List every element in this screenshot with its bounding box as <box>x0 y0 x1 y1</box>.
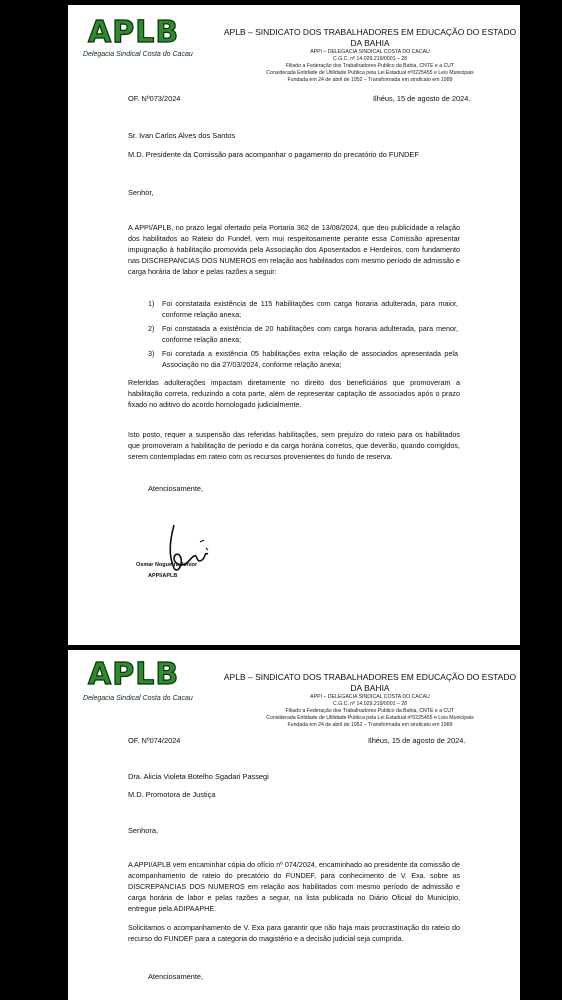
handwritten-signature <box>160 520 230 580</box>
aplb-logo: APLB <box>88 657 180 692</box>
letterhead-line: Considerada Entidade de Utilidade Publica pela Lei Estadual nº0225455 e Leis Municipais <box>266 70 474 76</box>
letterhead-line: C.G.C. nº 14.029.219/0001 – 28 <box>333 701 407 707</box>
letterhead-line: APPI – DELEGACIA SINDICAL COSTA DO CACAU <box>310 694 430 700</box>
letterhead-line: APPI – DELEGACIA SINDICAL COSTA DO CACAU <box>310 49 430 55</box>
aplb-logo: APLB <box>88 15 180 50</box>
letterhead-line: Fundada em 24 de abril de 1952 – Transformada em sindicato em 1989 <box>287 722 453 728</box>
letter-page-1 <box>68 5 520 645</box>
items-list <box>148 298 458 373</box>
item-number: 2) <box>148 324 155 333</box>
list-item <box>148 323 458 345</box>
signer-org: APPI/APLB <box>148 573 178 579</box>
letterhead-line: Considerada Entidade de Utilidade Publica pela Lei Estadual nº0225455 e Leis Municipais <box>266 715 474 721</box>
closing: Atenciosamente, <box>148 484 204 493</box>
salutation: Senhora, <box>128 826 158 835</box>
signer-name: Osmar Nogueira Junior <box>136 562 198 568</box>
letterhead-line: Filiado a Federação dos Trabalhadores Publico da Bahia, CNTE e a CUT <box>285 63 455 69</box>
letterhead <box>220 27 520 84</box>
item-number: 3) <box>148 349 155 358</box>
document-date: Ilhéus, 15 de agosto de 2024. <box>373 94 471 103</box>
paragraph-1: A APPI/APLB vem encaminhar cópia do ofício nº 074/2024, encaminhado ao presidente da comissão de acompanhamento de rateio do precatório do FUNDEF, para conhecimento de V. Exa. sobre as DISCREPANCIAS DOS NUMEROS em relação aos habilitados com mesmo período de admissão e carga horária de labor e pelas razões a seguir, na lista publicada no Diário Oficial do Município, entregue pela ADIPAAPHE. <box>128 860 460 913</box>
letterhead-title: APLB – SINDICATO DOS TRABALHADORES EM EDUCAÇÃO DO ESTADO DA BAHIA <box>223 27 517 48</box>
salutation: Senhor, <box>128 188 154 197</box>
item-text: Foi constada a existência 05 habilitações extra relação de associados apresentada pela Associação no dia 27/03/2024, conforme relação anexa; <box>162 349 458 369</box>
letterhead-line: C.G.C. nº 14.029.219/0001 – 28 <box>333 56 407 62</box>
letterhead <box>220 672 520 729</box>
letterhead-title: APLB – SINDICATO DOS TRABALHADORES EM EDUCAÇÃO DO ESTADO DA BAHIA <box>223 672 517 693</box>
recipient-role: M.D. Promotora de Justiça <box>128 790 216 799</box>
document-ref: OF. Nº073/2024 <box>128 94 181 103</box>
logo-subtitle: Delegacia Sindical Costa do Cacau <box>83 51 193 58</box>
paragraph-1: A APPI/APLB, no prazo legal ofertado pela Portaria 362 de 13/08/2024, que deu publicidade a relação dos habilitados ao Rateio do Fundef, vem mui respeitosamente perante essa Comissão apresentar impugnação à habilitação promovida pela Associação dos Aposentados e Herdeiros, com fundamento nas DISCREPANCIAS DOS NUMEROS em relação aos habilitados com mesmo período de admissão e carga horária de labor e pelas razões a seguir: <box>128 223 460 276</box>
recipient-role: M.D. Presidente da Comissão para acompanhar o pagamento do precatório do FUNDEF <box>128 150 419 159</box>
logo-subtitle: Delegacia Sindical Costa do Cacau <box>83 695 193 702</box>
list-item <box>148 348 458 370</box>
list-item <box>148 298 458 320</box>
recipient-name: Dra. Alicia Violeta Botelho Sgadari Passegi <box>128 772 269 781</box>
item-text: Foi constatada existência de 115 habilitações com carga horaria adulterada, para maior, conforme relação anexa; <box>162 299 458 319</box>
letter-page-2 <box>68 650 520 1000</box>
paragraph-2: Referidas adulterações impactam diretamente no direito dos beneficiários que promoveram a habilitação correta, reduzindo a cota parte, além de representar captação de associados após o prazo fixado no aditivo do acordo homologado judicialmente. <box>128 378 460 409</box>
document-date: Ilhéus, 15 de agosto de 2024. <box>368 736 466 745</box>
paragraph-3: Isto posto, requer a suspensão das referidas habilitações, sem prejuízo do rateio para os habilitados que promoveram a habilitação de período e da carga horária corretos, que deverão, quando corrigidos, serem contempladas em rateio com os recursos provenientes do fundo de reserva. <box>128 430 460 461</box>
closing: Atenciosamente, <box>148 972 204 981</box>
item-text: Foi constatada a existência de 20 habilitações com carga horaria adulterada, para menor, conforme relação anexa; <box>162 324 458 344</box>
paragraph-2: Solicitamos o acompanhamento de V. Exa para garantir que não haja mais procrastinação do rateio do recurso do FUNDEF para a categoria do magistério e a decisão judicial seja cumprida. <box>128 923 460 943</box>
letterhead-line: Filiado a Federação dos Trabalhadores Publico da Bahia, CNTE e a CUT <box>285 708 455 714</box>
recipient-name: Sr. Ivan Carlos Alves dos Santos <box>128 131 236 140</box>
document-ref: OF. Nº074/2024 <box>128 736 181 745</box>
letterhead-line: Fundada em 24 de abril de 1952 – Transformada em sindicato em 1989 <box>287 77 453 83</box>
item-number: 1) <box>148 299 155 308</box>
